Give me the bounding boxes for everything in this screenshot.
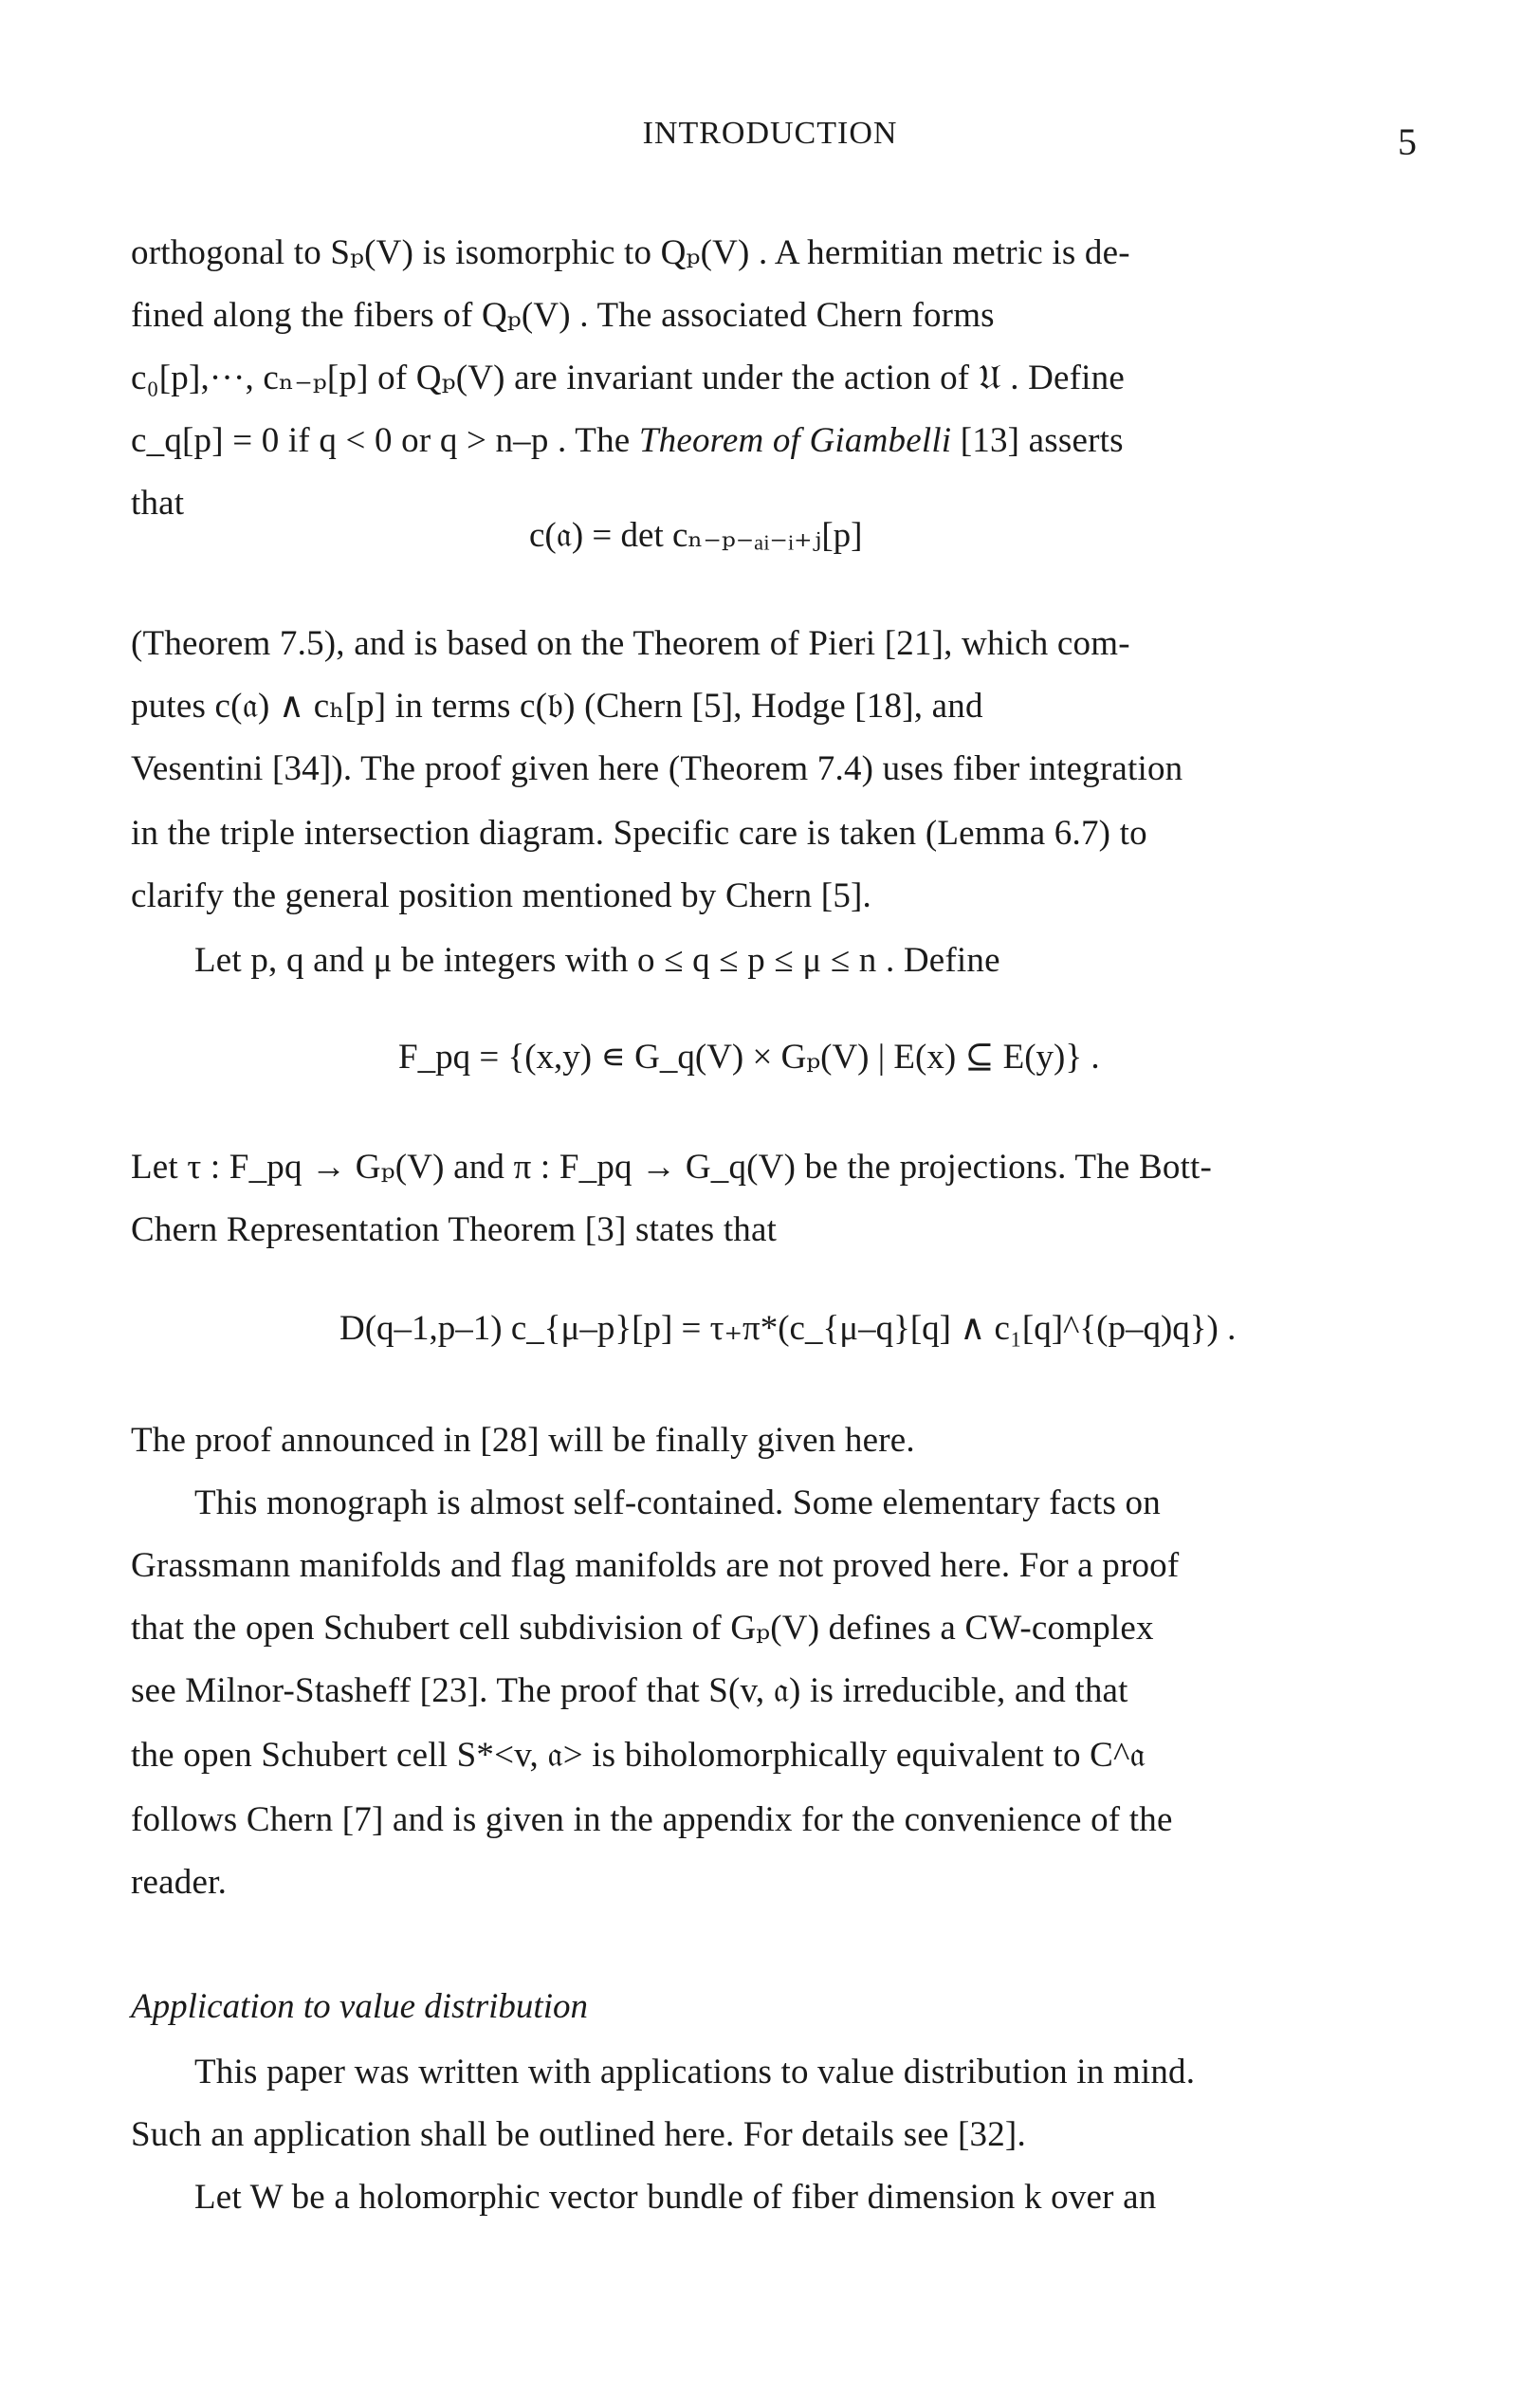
page-number: 5 bbox=[1398, 120, 1417, 163]
text-line: fined along the fibers of Qₚ(V) . The associated Chern forms bbox=[131, 296, 995, 335]
text-line: that bbox=[131, 484, 185, 523]
text-run: [13] asserts bbox=[951, 421, 1124, 460]
text-line: c₀[p],···, cₙ₋ₚ[p] of Qₚ(V) are invariant under the action of 𝔘 . Define bbox=[131, 359, 1125, 397]
text-line: This paper was written with applications to value distribution in mind. bbox=[194, 2053, 1196, 2091]
text-line: This monograph is almost self-contained. Some elementary facts on bbox=[194, 1483, 1161, 1522]
equation-bott-chern: D(q–1,p–1) c_{μ–p}[p] = τ₊π*(c_{μ–q}[q] ∧ c₁[q]^{(p–q)q}) . bbox=[339, 1309, 1237, 1348]
text-line bbox=[131, 419, 1439, 463]
text-run: c_q[p] = 0 if q < 0 or q > n–p . The bbox=[131, 421, 639, 460]
text-line: orthogonal to Sₚ(V) is isomorphic to Qₚ(V) . A hermitian metric is de- bbox=[131, 233, 1130, 272]
text-line: Vesentini [34]). The proof given here (Theorem 7.4) uses fiber integration bbox=[131, 749, 1183, 788]
text-line: putes c(𝔞) ∧ cₕ[p] in terms c(𝔟) (Chern [5], Hodge [18], and bbox=[131, 687, 983, 726]
text-line: Let p, q and μ be integers with o ≤ q ≤ p ≤ μ ≤ n . Define bbox=[194, 941, 1000, 980]
text-line: clarify the general position mentioned by Chern [5]. bbox=[131, 876, 872, 915]
running-head: INTRODUCTION bbox=[642, 116, 898, 151]
equation-giambelli: c(𝔞) = det cₙ₋ₚ₋ₐᵢ₋ᵢ₊ⱼ[p] bbox=[529, 516, 863, 555]
text-line: reader. bbox=[131, 1863, 228, 1902]
text-line: see Milnor-Stasheff [23]. The proof that S(v, 𝔞) is irreducible, and that bbox=[131, 1671, 1128, 1710]
text-line: in the triple intersection diagram. Specific care is taken (Lemma 6.7) to bbox=[131, 814, 1147, 853]
section-heading: Application to value distribution bbox=[131, 1987, 588, 2026]
text-line: (Theorem 7.5), and is based on the Theorem of Pieri [21], which com- bbox=[131, 624, 1130, 663]
page-header bbox=[0, 112, 1540, 163]
text-line: that the open Schubert cell subdivision of Gₚ(V) defines a CW-complex bbox=[131, 1609, 1154, 1648]
text-line: follows Chern [7] and is given in the appendix for the convenience of the bbox=[131, 1800, 1173, 1839]
text-line: Chern Representation Theorem [3] states that bbox=[131, 1210, 778, 1249]
text-line: Let τ : F_pq → Gₚ(V) and π : F_pq → G_q(V) be the projections. The Bott- bbox=[131, 1148, 1213, 1187]
text-line: Grassmann manifolds and flag manifolds are not proved here. For a proof bbox=[131, 1546, 1180, 1585]
text-line: Such an application shall be outlined here. For details see [32]. bbox=[131, 2115, 1026, 2154]
text-line: the open Schubert cell S*<v, 𝔞> is biholomorphically equivalent to C^𝔞 bbox=[131, 1736, 1146, 1775]
text-line: Let W be a holomorphic vector bundle of fiber dimension k over an bbox=[194, 2178, 1157, 2217]
text-line: The proof announced in [28] will be finally given here. bbox=[131, 1421, 915, 1460]
equation-flag-manifold: F_pq = {(x,y) ∊ G_q(V) × Gₚ(V) | E(x) ⊆ E(y)} . bbox=[398, 1038, 1100, 1077]
theorem-name: Theorem of Giambelli bbox=[638, 421, 952, 460]
